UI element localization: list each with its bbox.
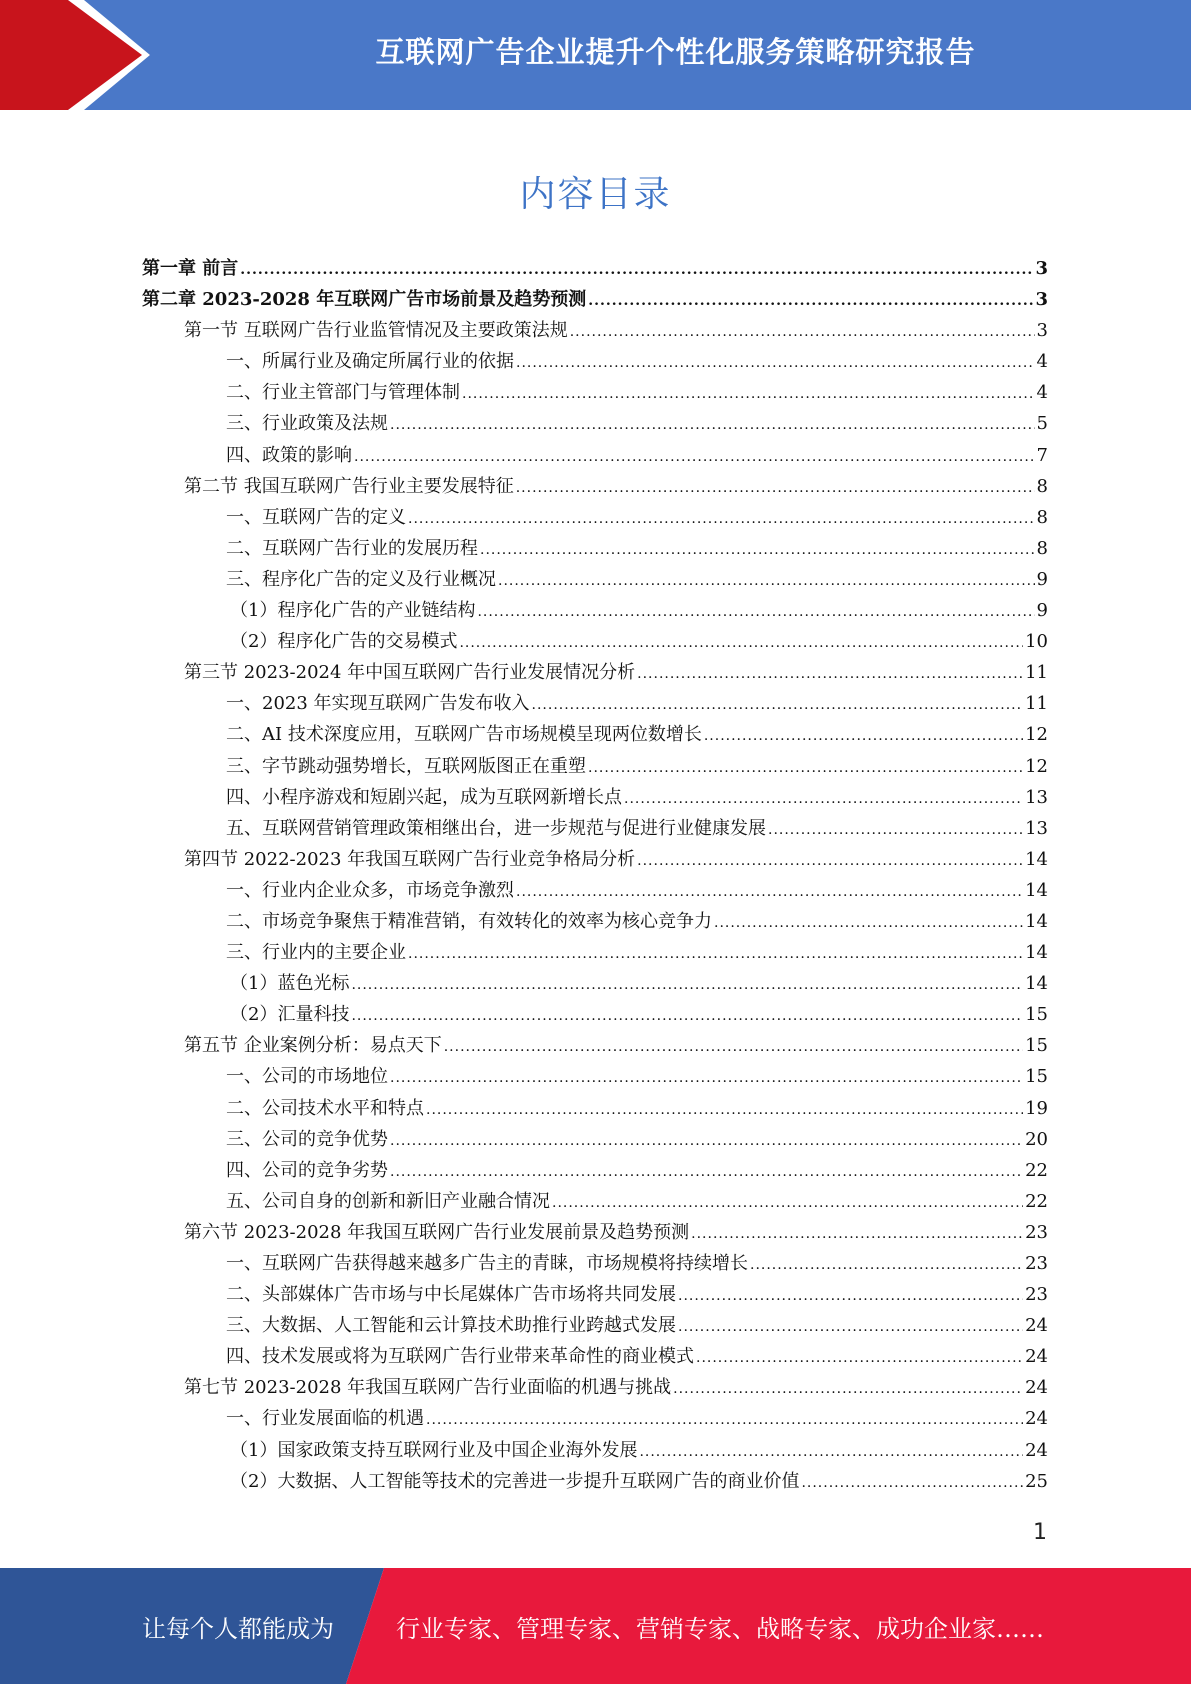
toc-dot-leader (570, 324, 1035, 340)
toc-entry-page: 25 (1025, 1470, 1048, 1492)
toc-entry-page: 3 (1035, 289, 1048, 311)
toc-entry-title: 第二节 我国互联网广告行业主要发展特征 (184, 475, 514, 497)
toc-entry-page: 24 (1025, 1439, 1048, 1461)
toc-entry-title: 一、行业内企业众多，市场竞争激烈 (226, 879, 514, 901)
footer-slogan-right: 行业专家、管理专家、营销专家、战略专家、成功企业家…… (396, 1614, 1044, 1643)
toc-entry-title: 五、公司自身的创新和新旧产业融合情况 (226, 1190, 550, 1212)
toc-entry-page: 12 (1025, 724, 1048, 746)
red-arrow-decoration (0, 0, 160, 110)
toc-entry-page: 9 (1036, 568, 1048, 590)
toc-entry-page: 24 (1025, 1408, 1048, 1430)
footer-banner (0, 1568, 1191, 1684)
toc-entry-page: 23 (1025, 1253, 1048, 1274)
toc-entry[interactable] (142, 689, 1048, 720)
toc-entry-title: 二、互联网广告行业的发展历程 (226, 537, 478, 559)
toc-entry-page: 8 (1036, 475, 1048, 497)
toc-entry[interactable] (142, 347, 1048, 378)
toc-entry-page: 14 (1025, 942, 1048, 964)
toc-dot-leader (532, 697, 1024, 713)
toc-entry[interactable] (142, 409, 1048, 440)
toc-dot-leader (516, 884, 1023, 900)
toc-entry-page: 24 (1025, 1377, 1048, 1399)
toc-entry-title: 第三节 2023-2024 年中国互联网广告行业发展情况分析 (184, 662, 636, 684)
toc-entry-title: 四、公司的竞争劣势 (226, 1159, 388, 1181)
toc-entry[interactable] (142, 285, 1048, 316)
toc-dot-leader (637, 666, 1023, 682)
toc-dot-leader (588, 293, 1033, 309)
toc-dot-leader (678, 1288, 1023, 1304)
toc-entry[interactable] (142, 876, 1048, 907)
toc-entry-page: 11 (1025, 662, 1048, 684)
toc-dot-leader (516, 480, 1035, 496)
toc-dot-leader (351, 977, 1023, 993)
toc-entry-title: 第七节 2023-2028 年我国互联网广告行业面临的机遇与挑战 (184, 1377, 672, 1399)
toc-entry[interactable] (142, 472, 1048, 503)
toc-entry-page: 22 (1025, 1190, 1048, 1212)
toc-entry[interactable] (142, 658, 1048, 689)
toc-entry[interactable] (142, 565, 1048, 596)
toc-entry-title: 二、行业主管部门与管理体制 (226, 382, 460, 404)
toc-entry-title: 三、大数据、人工智能和云计算技术助推行业跨越式发展 (226, 1315, 676, 1337)
toc-entry-title: 四、技术发展或将为互联网广告行业带来革命性的商业模式 (226, 1346, 694, 1368)
page-number: 1 (1033, 1520, 1047, 1545)
table-of-contents (142, 254, 1048, 1498)
toc-entry[interactable] (142, 845, 1048, 876)
toc-dot-leader (459, 635, 1023, 651)
toc-entry-page: 15 (1025, 1004, 1048, 1026)
toc-entry-title: 一、互联网广告获得越来越多广告主的青睐，市场规模将持续增长 (226, 1253, 748, 1274)
toc-entry-title: 三、字节跳动强势增长，互联网版图正在重塑 (226, 755, 586, 777)
toc-dot-leader (240, 262, 1033, 278)
toc-dot-leader (408, 946, 1023, 962)
toc-entry-title: 四、政策的影响 (226, 444, 352, 466)
toc-dot-leader (639, 1444, 1023, 1460)
toc-entry[interactable] (142, 1280, 1048, 1311)
toc-entry-title: 二、AI 技术深度应用，互联网广告市场规模呈现两位数增长 (226, 724, 702, 746)
toc-entry[interactable] (142, 1249, 1048, 1280)
toc-entry[interactable] (142, 1062, 1048, 1093)
toc-entry-title: 四、小程序游戏和短剧兴起，成为互联网新增长点 (226, 786, 622, 808)
toc-entry-title: 第四节 2022-2023 年我国互联网广告行业竞争格局分析 (184, 848, 636, 870)
toc-dot-leader (552, 1195, 1023, 1211)
toc-entry[interactable] (142, 503, 1048, 534)
toc-entry[interactable] (142, 1373, 1048, 1404)
toc-entry[interactable] (142, 1031, 1048, 1062)
toc-dot-leader (390, 1164, 1023, 1180)
toc-dot-leader (704, 728, 1023, 744)
toc-entry-title: （2）大数据、人工智能等技术的完善进一步提升互联网广告的商业价值 (230, 1470, 800, 1492)
toc-entry-page: 3 (1036, 320, 1048, 342)
toc-entry[interactable] (142, 752, 1048, 783)
toc-entry-title: （2）汇量科技 (230, 1004, 350, 1026)
toc-dot-leader (480, 542, 1035, 558)
toc-dot-leader (390, 417, 1035, 433)
toc-entry-page: 15 (1025, 1066, 1048, 1088)
toc-entry-page: 10 (1025, 631, 1048, 653)
toc-entry-page: 4 (1036, 351, 1048, 373)
toc-dot-leader (691, 1226, 1023, 1242)
toc-entry-title: 二、公司技术水平和特点 (226, 1097, 424, 1119)
toc-entry-page: 8 (1036, 506, 1048, 528)
toc-entry-page: 23 (1025, 1284, 1048, 1306)
toc-dot-leader (516, 355, 1035, 371)
toc-entry-page: 14 (1025, 910, 1048, 932)
toc-entry-title: 第一节 互联网广告行业监管情况及主要政策法规 (184, 320, 568, 342)
toc-entry[interactable] (142, 627, 1048, 658)
toc-dot-leader (408, 511, 1035, 527)
toc-entry-title: 一、互联网广告的定义 (226, 506, 406, 528)
toc-dot-leader (477, 604, 1034, 620)
toc-entry-page: 24 (1025, 1346, 1048, 1368)
toc-entry-title: 五、互联网营销管理政策相继出台，进一步规范与促进行业健康发展 (226, 817, 766, 839)
toc-entry-page: 5 (1036, 413, 1048, 435)
toc-dot-leader (637, 853, 1023, 869)
toc-entry-title: 第六节 2023-2028 年我国互联网广告行业发展前景及趋势预测 (184, 1221, 690, 1243)
toc-entry[interactable] (142, 1094, 1048, 1125)
toc-entry[interactable] (142, 1187, 1048, 1218)
toc-entry[interactable] (142, 1218, 1048, 1249)
toc-entry-page: 14 (1025, 973, 1048, 995)
toc-dot-leader (390, 1070, 1023, 1086)
toc-entry-page: 20 (1025, 1128, 1048, 1150)
toc-dot-leader (498, 573, 1035, 589)
toc-entry[interactable] (142, 1404, 1048, 1435)
toc-entry[interactable] (142, 969, 1048, 1000)
toc-entry-title: 三、程序化广告的定义及行业概况 (226, 568, 496, 590)
footer-slogan-left: 让每个人都能成为 (142, 1614, 334, 1643)
toc-entry-page: 4 (1036, 382, 1048, 404)
toc-entry[interactable] (142, 1125, 1048, 1156)
toc-entry-title: 一、2023 年实现互联网广告发布收入 (226, 693, 530, 715)
toc-entry-title: 一、所属行业及确定所属行业的依据 (226, 351, 514, 373)
toc-entry-page: 14 (1025, 879, 1048, 901)
toc-entry-page: 14 (1025, 848, 1048, 870)
toc-entry[interactable] (142, 1000, 1048, 1031)
toc-entry-page: 15 (1025, 1035, 1048, 1057)
toc-entry[interactable] (142, 441, 1048, 472)
toc-entry[interactable] (142, 1156, 1048, 1187)
toc-entry[interactable] (142, 907, 1048, 938)
toc-dot-leader (801, 1475, 1023, 1491)
toc-entry[interactable] (142, 316, 1048, 347)
toc-dot-leader (426, 1412, 1023, 1428)
toc-dot-leader (673, 1381, 1023, 1397)
toc-entry-page: 22 (1025, 1159, 1048, 1181)
toc-entry[interactable] (142, 783, 1048, 814)
toc-entry[interactable] (142, 1467, 1048, 1498)
toc-dot-leader (588, 760, 1023, 776)
toc-dot-leader (714, 915, 1023, 931)
toc-entry-title: 二、头部媒体广告市场与中长尾媒体广告市场将共同发展 (226, 1284, 676, 1306)
toc-entry[interactable] (142, 1311, 1048, 1342)
toc-entry[interactable] (142, 378, 1048, 409)
toc-entry-title: 第二章 2023-2028 年互联网广告市场前景及趋势预测 (142, 289, 587, 311)
header-banner (0, 0, 1191, 110)
toc-entry-title: （1）蓝色光标 (230, 973, 350, 995)
toc-entry-title: （1）程序化广告的产业链结构 (230, 600, 476, 622)
toc-entry-title: （2）程序化广告的交易模式 (230, 631, 458, 653)
toc-dot-leader (750, 1257, 1023, 1273)
toc-entry-page: 13 (1025, 817, 1048, 839)
toc-entry[interactable] (142, 1342, 1048, 1373)
toc-entry-page: 7 (1036, 444, 1048, 466)
toc-entry-title: 一、行业发展面临的机遇 (226, 1408, 424, 1430)
toc-dot-leader (624, 791, 1023, 807)
toc-entry-page: 11 (1025, 693, 1048, 715)
report-title: 互联网广告企业提升个性化服务策略研究报告 (375, 34, 976, 69)
toc-entry-page: 3 (1035, 258, 1048, 279)
toc-dot-leader (768, 822, 1023, 838)
toc-dot-leader (678, 1319, 1023, 1335)
toc-entry-page: 12 (1025, 755, 1048, 777)
toc-dot-leader (351, 1008, 1023, 1024)
toc-dot-leader (354, 449, 1035, 465)
toc-entry-title: 一、公司的市场地位 (226, 1066, 388, 1088)
toc-entry-title: 三、行业政策及法规 (226, 413, 388, 435)
toc-entry-title: 二、市场竞争聚焦于精准营销，有效转化的效率为核心竞争力 (226, 910, 712, 932)
toc-entry[interactable] (142, 254, 1048, 285)
toc-entry-page: 9 (1036, 600, 1048, 622)
toc-dot-leader (426, 1102, 1023, 1118)
toc-entry[interactable] (142, 720, 1048, 751)
toc-entry[interactable] (142, 596, 1048, 627)
toc-dot-leader (696, 1350, 1023, 1366)
toc-entry[interactable] (142, 814, 1048, 845)
toc-entry[interactable] (142, 938, 1048, 969)
toc-entry-page: 24 (1025, 1315, 1048, 1337)
toc-entry-page: 19 (1025, 1097, 1048, 1119)
toc-entry-page: 13 (1025, 786, 1048, 808)
toc-heading: 内容目录 (519, 174, 672, 215)
toc-entry[interactable] (142, 534, 1048, 565)
toc-entry-title: 三、公司的竞争优势 (226, 1128, 388, 1150)
toc-entry-title: 第一章 前言 (142, 258, 239, 279)
toc-dot-leader (390, 1133, 1023, 1149)
toc-dot-leader (444, 1039, 1023, 1055)
toc-entry-title: （1）国家政策支持互联网行业及中国企业海外发展 (230, 1439, 638, 1461)
toc-dot-leader (462, 386, 1035, 402)
toc-entry[interactable] (142, 1436, 1048, 1467)
toc-entry-page: 23 (1025, 1221, 1048, 1243)
toc-entry-title: 三、行业内的主要企业 (226, 942, 406, 964)
toc-entry-title: 第五节 企业案例分析：易点天下 (184, 1035, 442, 1057)
toc-entry-page: 8 (1036, 537, 1048, 559)
